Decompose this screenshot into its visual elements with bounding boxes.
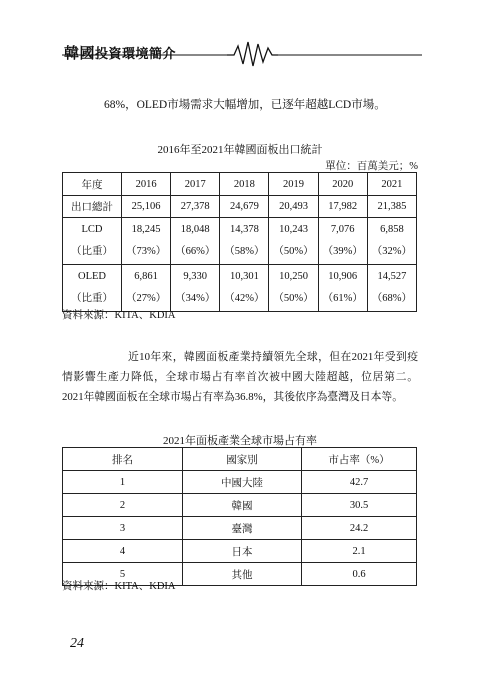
share-cell: 42.7 — [302, 471, 417, 494]
table-cell: 24,679 — [220, 196, 269, 218]
table2-title: 2021年面板產業全球市場占有率 — [163, 435, 317, 447]
share: （32%） — [371, 246, 413, 257]
table-row-lcd — [63, 218, 417, 265]
market-share-table — [62, 447, 417, 586]
share: （66%） — [175, 246, 216, 257]
share: （42%） — [224, 293, 265, 304]
table-cell — [367, 265, 416, 312]
table-cell — [269, 218, 318, 265]
value: 9,330 — [183, 271, 208, 282]
header-cell: 市占率（%） — [302, 448, 417, 471]
intro-text: 68%，OLED市場需求大幅增加，已逐年超越LCD市場。 — [104, 99, 386, 111]
table-cell: 27,378 — [171, 196, 220, 218]
header-cell: 排名 — [63, 448, 183, 471]
value: 18,245 — [131, 224, 161, 235]
value: 18,048 — [180, 224, 210, 235]
table-cell — [367, 218, 416, 265]
value: 10,906 — [328, 271, 358, 282]
body-paragraph — [62, 347, 418, 407]
header-title-rest: 投資環境簡介 — [95, 47, 177, 62]
table1-unit: 單位：百萬美元；% — [325, 161, 418, 172]
value: 6,858 — [380, 224, 404, 235]
value: 14,378 — [229, 224, 259, 235]
rank-cell: 3 — [63, 517, 183, 540]
share: （73%） — [125, 246, 167, 257]
table-row-oled — [63, 265, 417, 312]
share-cell: 30.5 — [302, 494, 417, 517]
table-header-row — [63, 173, 417, 196]
value: 7,076 — [330, 224, 355, 235]
table-row-total — [63, 196, 417, 218]
table-cell: 17,982 — [318, 196, 367, 218]
rank-cell: 2 — [63, 494, 183, 517]
table-cell — [171, 218, 220, 265]
value: 10,250 — [279, 271, 308, 282]
share-cell: 24.2 — [302, 517, 417, 540]
table-cell — [220, 218, 269, 265]
header-title — [64, 42, 176, 63]
header-cell: 2019 — [269, 173, 318, 196]
header-cell: 2018 — [220, 173, 269, 196]
row-label-sub: （比重） — [71, 246, 113, 257]
value: 14,527 — [377, 271, 407, 282]
share: （58%） — [224, 246, 265, 257]
header-cell: 2020 — [318, 173, 367, 196]
paragraph-text: 近10年來，韓國面板產業持續領先全球，但在2021年受到疫情影響生產力降低，全球市場占有率首次被中國大陸超越，位居第二。2021年韓國面板在全球市場占有率為36.8%，其後依序為臺灣及日本等。 — [62, 351, 418, 403]
share-cell: 0.6 — [302, 563, 417, 586]
row-label — [63, 218, 122, 265]
table-row — [63, 471, 417, 494]
country-cell: 其他 — [183, 563, 302, 586]
country-cell: 中國大陸 — [183, 471, 302, 494]
header-cell: 年度 — [63, 173, 122, 196]
table1-title: 2016年至2021年韓國面板出口統計 — [157, 144, 323, 156]
table-cell — [318, 265, 367, 312]
table1-source: 資料來源：KITA、KDIA — [62, 310, 176, 321]
row-label: 出口總計 — [63, 196, 122, 218]
share: （61%） — [322, 293, 363, 304]
export-stats-table — [62, 172, 417, 312]
country-cell: 韓國 — [183, 494, 302, 517]
table-cell — [122, 265, 171, 312]
row-label-main: OLED — [78, 271, 106, 282]
row-label — [63, 265, 122, 312]
table-cell: 21,385 — [367, 196, 416, 218]
table-cell: 25,106 — [122, 196, 171, 218]
header-cell: 2016 — [122, 173, 171, 196]
header-title-big: 韓國 — [64, 44, 96, 62]
header-cell: 2021 — [367, 173, 416, 196]
header-cell: 2017 — [171, 173, 220, 196]
table-cell: 20,493 — [269, 196, 318, 218]
table2-source: 資料來源：KITA、KDIA — [62, 581, 176, 592]
value: 6,861 — [134, 271, 158, 282]
rank-cell: 5 — [63, 563, 183, 586]
share: （50%） — [273, 246, 314, 257]
share-cell: 2.1 — [302, 540, 417, 563]
page-number: 24 — [70, 636, 84, 651]
share: （27%） — [125, 293, 167, 304]
row-label-main: LCD — [81, 224, 103, 235]
table-row — [63, 517, 417, 540]
share: （39%） — [322, 246, 363, 257]
table-row — [63, 494, 417, 517]
rank-cell: 1 — [63, 471, 183, 494]
header-cell: 國家別 — [183, 448, 302, 471]
table-cell — [122, 218, 171, 265]
table-cell — [171, 265, 220, 312]
table-cell — [220, 265, 269, 312]
page-header — [62, 34, 422, 68]
table-header-row — [63, 448, 417, 471]
share: （34%） — [175, 293, 216, 304]
table-cell — [269, 265, 318, 312]
share: （50%） — [273, 293, 314, 304]
table-row — [63, 540, 417, 563]
country-cell: 臺灣 — [183, 517, 302, 540]
value: 10,243 — [279, 224, 308, 235]
table-cell — [318, 218, 367, 265]
country-cell: 日本 — [183, 540, 302, 563]
row-label-sub: （比重） — [71, 293, 113, 304]
share: （68%） — [371, 293, 413, 304]
rank-cell: 4 — [63, 540, 183, 563]
value: 10,301 — [229, 271, 259, 282]
